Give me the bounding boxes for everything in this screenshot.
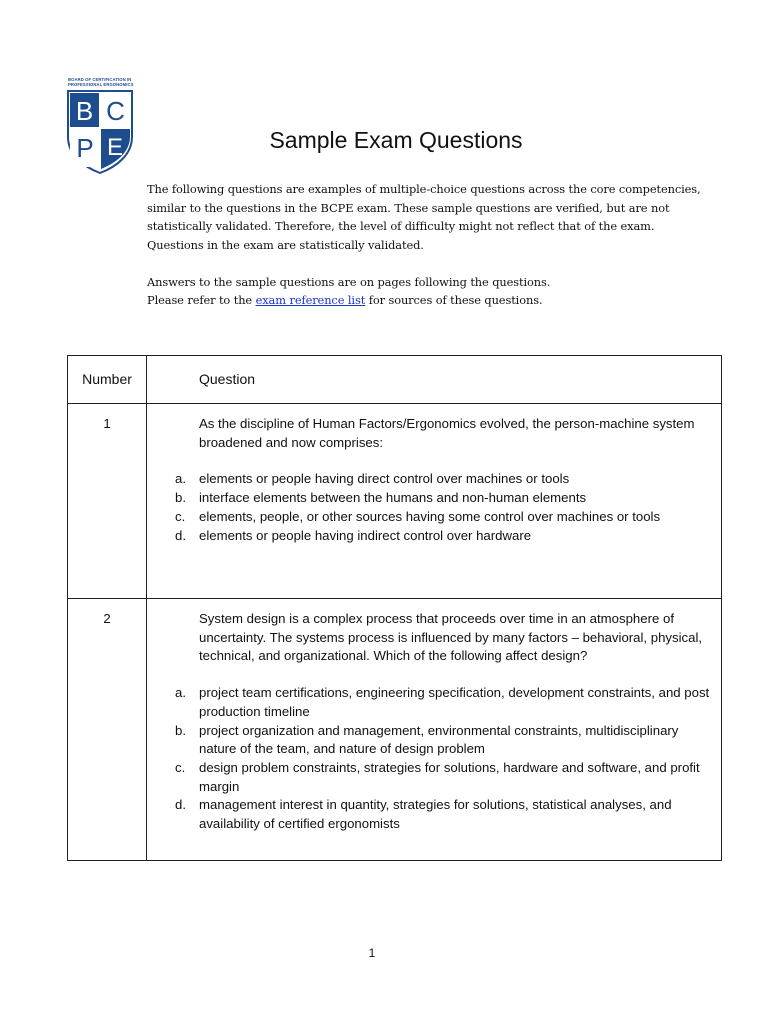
answer-option	[163, 796, 713, 833]
exam-reference-list-link[interactable]: exam reference list	[255, 293, 366, 307]
option-text: project organization and management, environmental constraints, multidisciplinary nature of the team, and nature of design problem	[199, 722, 679, 757]
answers-note: Answers to the sample questions are on pages following the questions.	[147, 274, 551, 289]
question-number: 1	[68, 404, 147, 599]
question-stem: System design is a complex process that proceeds over time in an atmosphere of uncertainty. The systems process is influenced by many factors – behavioral, physical, technical, and organizational. Which of the following affect design?	[199, 611, 703, 664]
option-letter: d.	[175, 797, 186, 813]
answer-options	[163, 684, 713, 834]
option-letter: a.	[175, 471, 186, 487]
logo-letter-c: C	[106, 96, 125, 127]
question-stem: As the discipline of Human Factors/Ergonomics evolved, the person-machine system broadened and now comprises:	[199, 416, 695, 450]
answer-option	[163, 470, 713, 489]
reference-text-after: for sources of these questions.	[365, 293, 543, 307]
option-text: project team certifications, engineering specification, development constraints, and post production timeline	[199, 685, 710, 719]
option-text: design problem constraints, strategies for solutions, hardware and software, and profit margin	[199, 759, 700, 794]
logo-letter-b: B	[75, 96, 94, 127]
logo-letter-e: E	[106, 134, 124, 162]
table-row	[68, 404, 722, 599]
logo-org-text-line1: BOARD OF CERTIFICATION IN	[68, 77, 132, 82]
answer-option	[163, 759, 713, 796]
option-letter: b.	[175, 722, 186, 738]
option-letter: a.	[175, 685, 186, 701]
answer-option	[163, 722, 713, 759]
intro-paragraph: The following questions are examples of multiple-choice questions across the core competencies, similar to the questions in the BCPE exam. These sample questions are verified, but are not statistically validated. Therefore, the level of difficulty might not reflect that of the exam. Questions in the exam are statistically validated.	[147, 182, 701, 252]
option-letter: d.	[175, 527, 186, 543]
option-letter: c.	[175, 508, 186, 524]
option-text: interface elements between the humans and non-human elements	[199, 490, 587, 506]
reference-text-before: Please refer to the	[147, 293, 256, 307]
intro-spacer	[147, 254, 707, 273]
table-header-row	[68, 356, 722, 404]
answer-options	[163, 470, 713, 545]
question-cell	[147, 404, 722, 599]
answer-option	[163, 527, 713, 546]
page-title: Sample Exam Questions	[269, 127, 523, 154]
questions-table	[67, 355, 722, 861]
question-cell	[147, 599, 722, 861]
option-text: elements, people, or other sources having some control over machines or tools	[199, 508, 661, 524]
option-text: elements or people having direct control over machines or tools	[199, 471, 570, 487]
reference-note	[147, 291, 707, 310]
logo-letter-p: P	[76, 133, 94, 164]
question-column-header: Question	[147, 356, 722, 404]
question-number: 2	[68, 599, 147, 861]
page-number: 1	[368, 946, 376, 960]
number-column-header: Number	[68, 356, 147, 404]
option-text: management interest in quantity, strategies for solutions, statistical analyses, and availability of certified ergonomists	[199, 797, 672, 832]
table-row	[68, 599, 722, 861]
intro-section	[147, 180, 707, 310]
answer-option	[163, 489, 713, 508]
option-letter: b.	[175, 490, 186, 506]
logo-org-text-line2: PROFESSIONAL ERGONOMICS	[68, 81, 134, 87]
option-text: elements or people having indirect control over hardware	[199, 527, 532, 543]
option-letter: c.	[175, 759, 186, 775]
answer-option	[163, 508, 713, 527]
answer-option	[163, 684, 713, 721]
